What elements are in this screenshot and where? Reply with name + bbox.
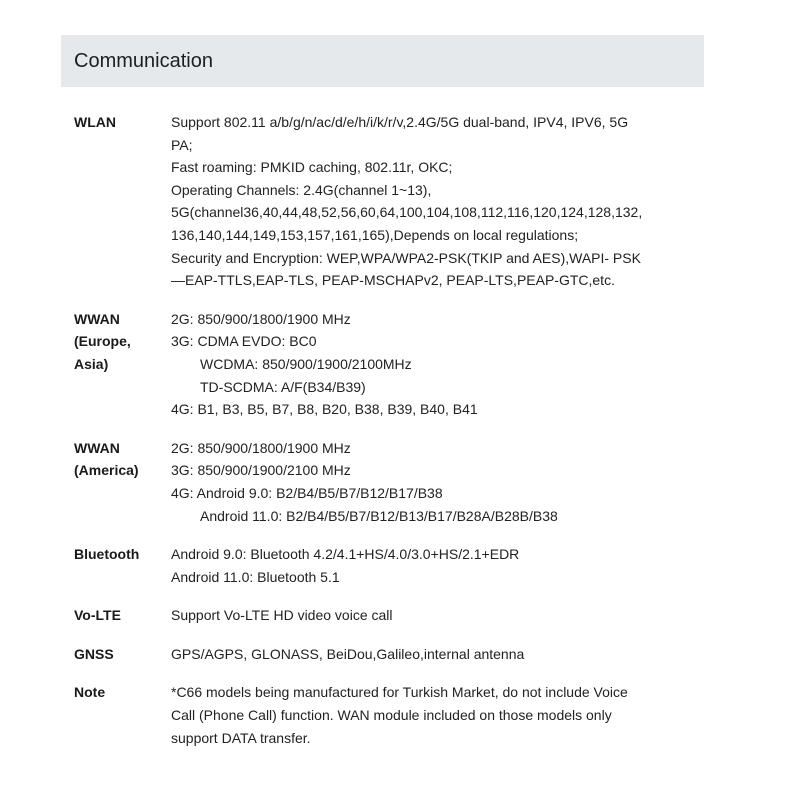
spec-label: GNSS (74, 645, 114, 662)
section-title: Communication (74, 49, 213, 72)
spec-label: WWAN (Europe, Asia) (74, 310, 131, 372)
spec-line: Security and Encryption: WEP,WPA/WPA2-PSK(TKIP and AES),WAPI- PSK (171, 249, 641, 266)
spec-line: 3G: CDMA EVDO: BC0 (171, 333, 317, 350)
spec-table (74, 111, 714, 765)
spec-line: Fast roaming: PMKID caching, 802.11r, OKC; (171, 159, 453, 176)
spec-line: Android 11.0: Bluetooth 5.1 (171, 568, 340, 585)
spec-line: *C66 models being manufactured for Turkish Market, do not include Voice (171, 684, 628, 701)
spec-value (171, 681, 714, 749)
spec-value (171, 543, 714, 588)
spec-line: 2G: 850/900/1800/1900 MHz (171, 439, 351, 456)
spec-line: 4G: Android 9.0: B2/B4/B5/B7/B12/B17/B38 (171, 484, 443, 501)
spec-line: Support Vo-LTE HD video voice call (171, 607, 393, 624)
spec-label: WLAN (74, 114, 116, 130)
spec-row-wwan-europe-asia (74, 308, 714, 421)
section-header (61, 35, 704, 87)
spec-value (171, 604, 714, 627)
spec-line: 4G: B1, B3, B5, B7, B8, B20, B38, B39, B40, B41 (171, 401, 478, 418)
spec-line: PA; (171, 136, 193, 153)
spec-value (171, 111, 714, 292)
spec-row-wlan (74, 111, 714, 292)
spec-row-wwan-america (74, 437, 714, 527)
spec-line: Call (Phone Call) function. WAN module included on those models only (171, 707, 612, 724)
spec-label: WWAN (America) (74, 439, 139, 479)
spec-line: 5G(channel36,40,44,48,52,56,60,64,100,104,108,112,116,120,124,128,132, (171, 204, 643, 221)
spec-line: Operating Channels: 2.4G(channel 1~13), (171, 181, 432, 198)
spec-line: WCDMA: 850/900/1900/2100MHz (200, 355, 412, 372)
spec-row-gnss (74, 643, 714, 666)
spec-line: 2G: 850/900/1800/1900 MHz (171, 310, 351, 327)
spec-value (171, 643, 714, 666)
spec-value (171, 437, 714, 527)
spec-line: 3G: 850/900/1900/2100 MHz (171, 462, 351, 479)
spec-label: Bluetooth (74, 546, 140, 563)
spec-label: Note (74, 684, 106, 701)
spec-row-note (74, 681, 714, 749)
spec-line: GPS/AGPS, GLONASS, BeiDou,Galileo,internal antenna (171, 645, 525, 662)
spec-line: Android 9.0: Bluetooth 4.2/4.1+HS/4.0/3.0+HS/2.1+EDR (171, 546, 520, 563)
spec-row-volte (74, 604, 714, 627)
spec-line: TD-SCDMA: A/F(B34/B39) (200, 378, 366, 395)
spec-line: Android 11.0: B2/B4/B5/B7/B12/B13/B17/B28A/B28B/B38 (200, 507, 558, 524)
spec-label: Vo-LTE (74, 607, 121, 624)
spec-row-bluetooth (74, 543, 714, 588)
spec-line: support DATA transfer. (171, 729, 311, 746)
spec-line: Support 802.11 a/b/g/n/ac/d/e/h/i/k/r/v,2.4G/5G dual-band, IPV4, IPV6, 5G (171, 114, 629, 130)
spec-line: 136,140,144,149,153,157,161,165),Depends on local regulations; (171, 226, 579, 243)
spec-value (171, 308, 714, 421)
spec-line: —EAP-TTLS,EAP-TLS, PEAP-MSCHAPv2, PEAP-LTS,PEAP-GTC,etc. (171, 272, 615, 289)
